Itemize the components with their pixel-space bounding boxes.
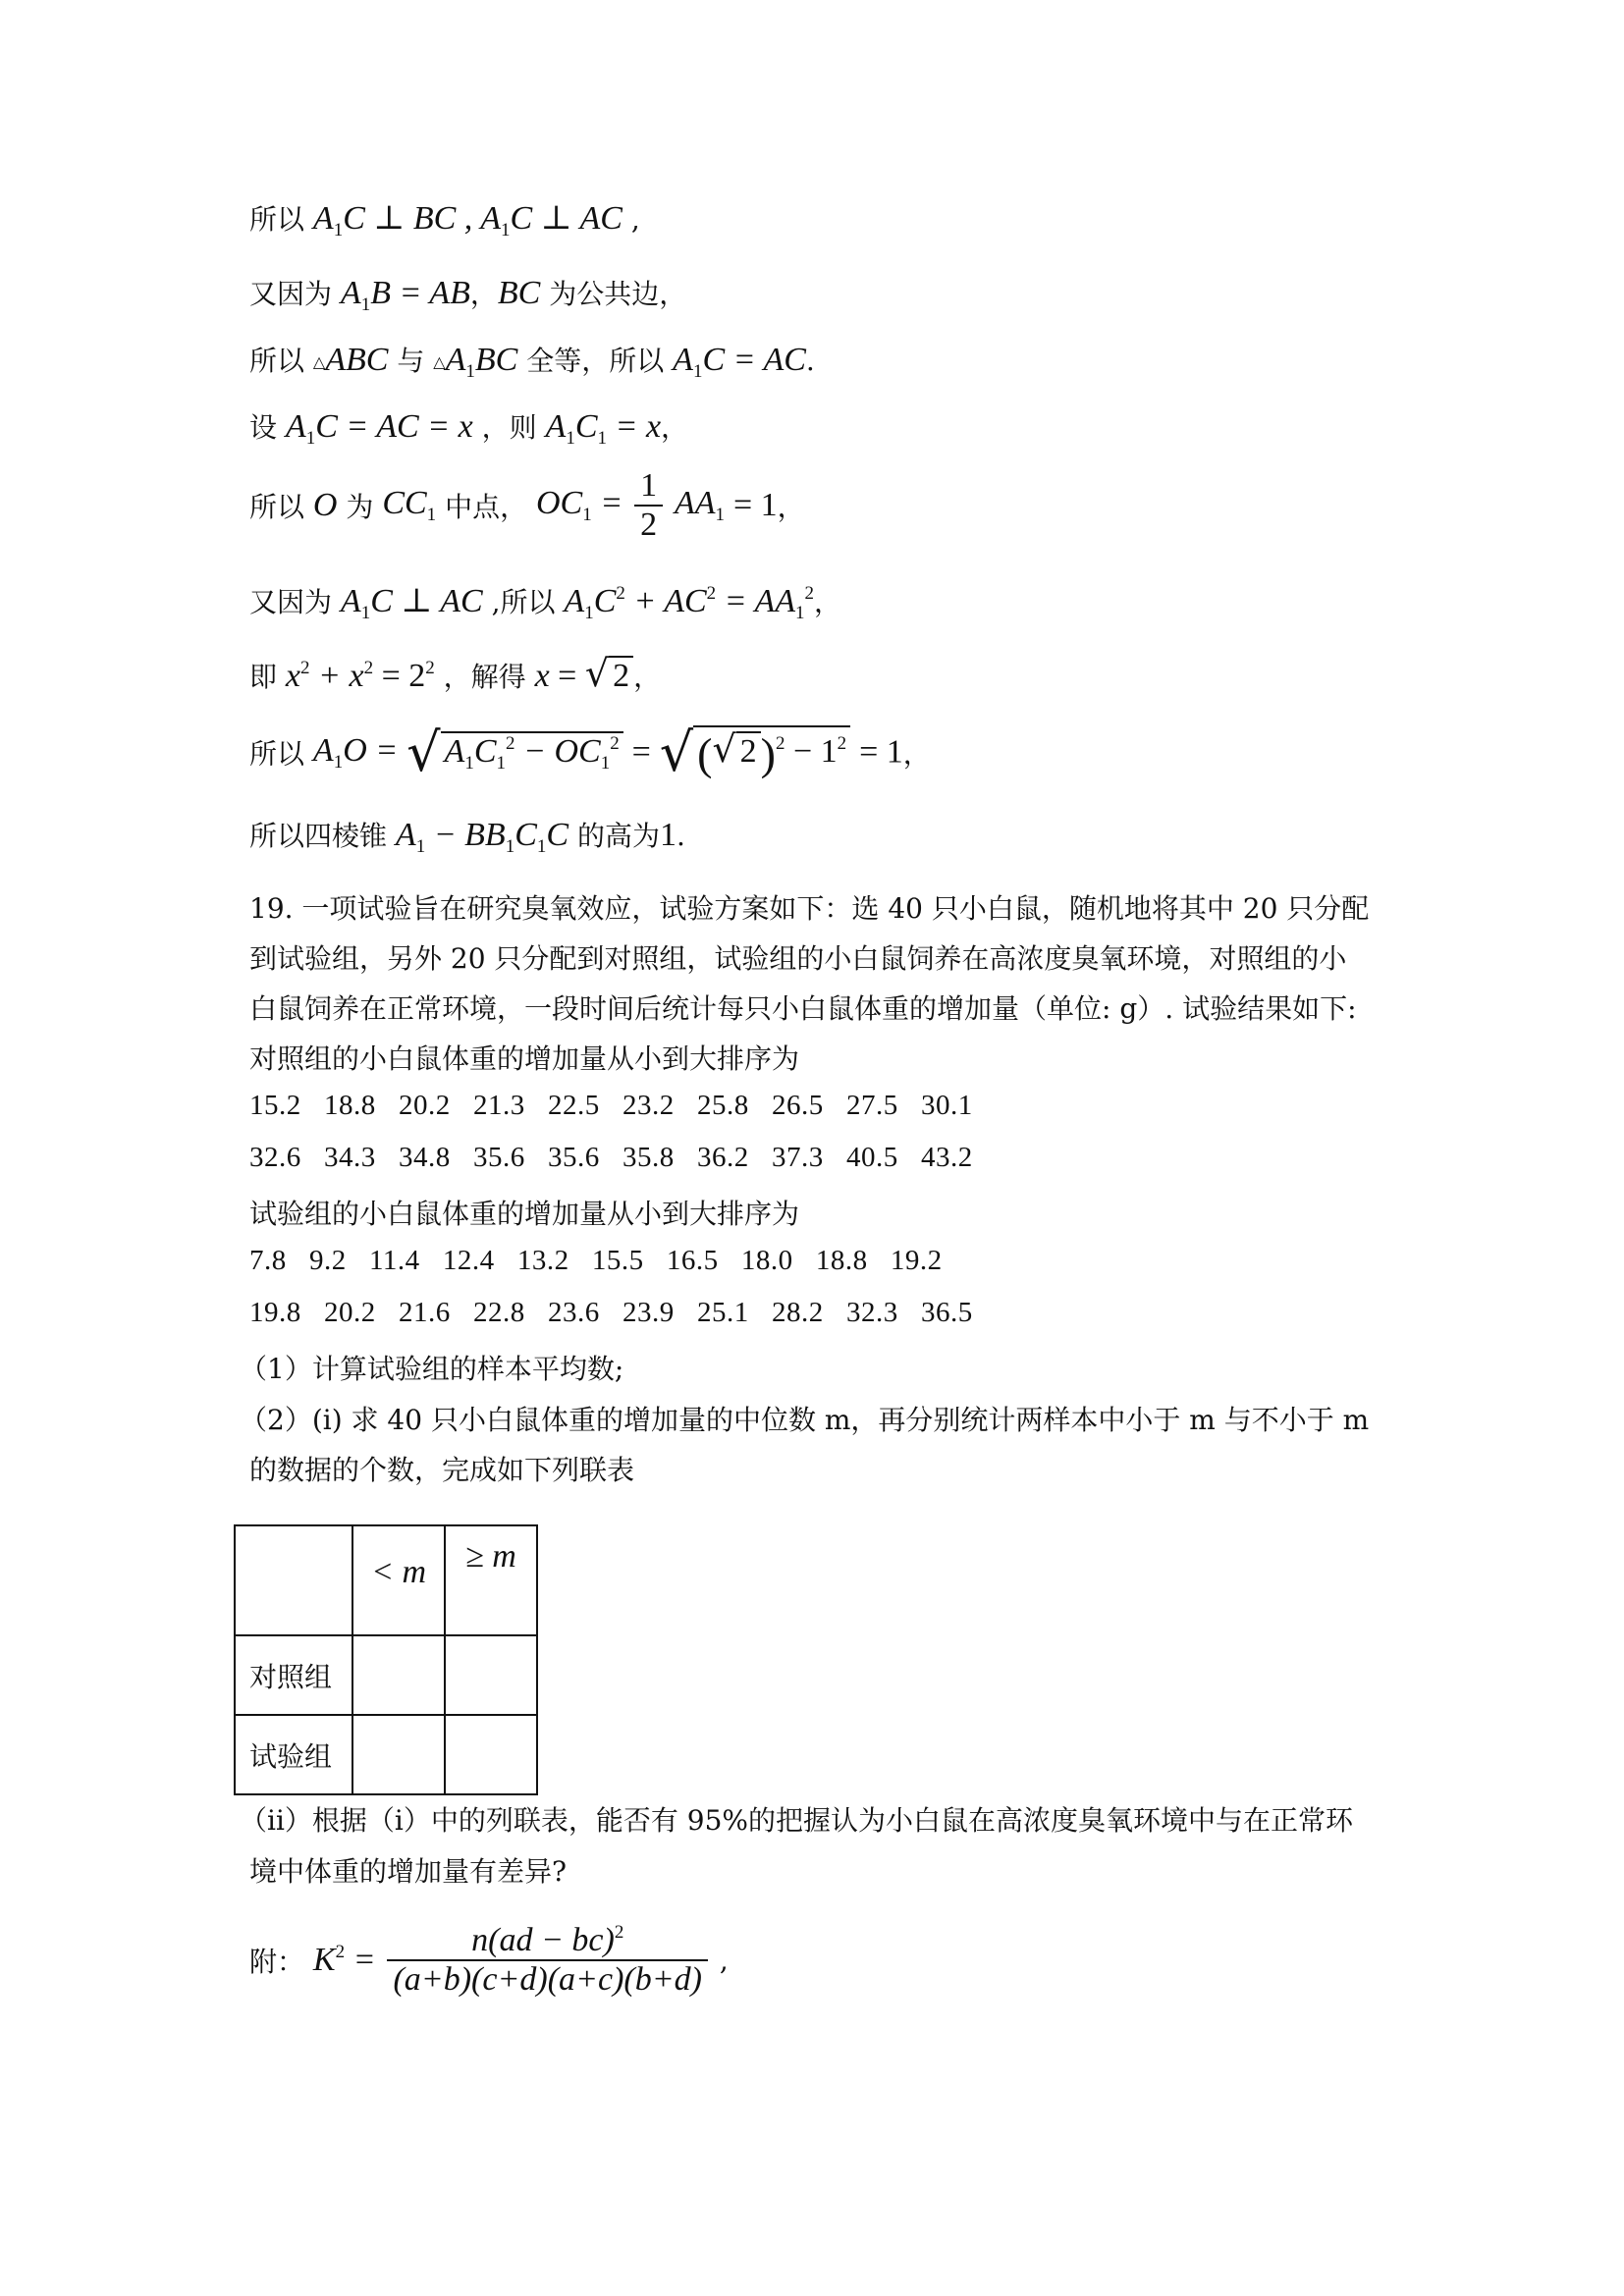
text: 所以四棱锥 (249, 820, 388, 852)
text: 的高为 (576, 820, 660, 852)
text: ,所以 (491, 586, 556, 618)
text: 为公共边， (549, 278, 687, 310)
problem-19-line-3: 白鼠饲养在正常环境，一段时间后统计每只小白鼠体重的增加量（单位: g）. 试验结果如下: (249, 992, 1357, 1025)
proof-line-8: 所以 $A_1O$ = √ $A_1C_1^2 - OC_1^2$ = √(√ $2)^2 - 1^2 = 1$， (249, 721, 931, 783)
question-2-line-2: 的数据的个数，完成如下列联表 (249, 1454, 635, 1486)
appendix-formula: 附： $K^2$ = $\frac{n(ad - bc)^2}{(a+b)(c+d)(a+c)(b+d)}$ , (249, 1922, 729, 1998)
question-1: （1）计算试验组的样本平均数; (240, 1353, 624, 1385)
contingency-table (234, 1524, 538, 1795)
control-label: 对照组的小白鼠体重的增加量从小到大排序为 (249, 1042, 800, 1075)
table-cell-control-lt[interactable] (352, 1635, 445, 1715)
table-row-label-control: 对照组 (235, 1635, 352, 1715)
test-data-row-1: 7.8 9.2 11.4 12.4 13.2 15.5 16.5 18.0 18.8 19.2 (249, 1245, 943, 1276)
text: 为 (346, 491, 374, 523)
table-cell-control-ge[interactable] (445, 1635, 537, 1715)
proof-line-1: 所以 $A_1C$ ⊥ BC , $A_1C$ ⊥ AC , (249, 200, 640, 240)
text: 中点， (445, 491, 528, 523)
proof-line-6: 又因为 $A_1C$ ⊥ AC ,所以 $A_1C^2 + AC^2 = AA_1^2$， (249, 583, 842, 623)
text: < m (371, 1554, 426, 1590)
text: ，则 (481, 411, 537, 444)
test-data-row-2: 19.8 20.2 21.6 22.8 23.6 23.9 25.1 28.2 32.3 36.5 (249, 1297, 973, 1328)
control-data-row-1: 15.2 18.8 20.2 21.3 22.5 23.2 25.8 26.5 27.5 30.1 (249, 1090, 973, 1121)
proof-line-3: 所以 △ABC 与 $\triangle A_1BC$ 全等，所以 $A_1C$ = AC. (249, 342, 815, 382)
text: ≥ m (465, 1538, 516, 1575)
table-row-label-test: 试验组 (235, 1715, 352, 1794)
table-header-not-less-than-m (445, 1525, 537, 1635)
text: 所以 (249, 203, 305, 236)
question-2-line-1: （2）(ⅰ) 求 40 只小白鼠体重的增加量的中位数 m，再分别统计两样本中小于 m 与不小于 m (240, 1404, 1370, 1436)
control-data-row-2: 32.6 34.3 34.8 35.6 35.6 35.8 36.2 37.3 40.5 43.2 (249, 1142, 973, 1173)
text: 即 (249, 661, 278, 693)
test-label: 试验组的小白鼠体重的增加量从小到大排序为 (249, 1198, 800, 1230)
text: 所以 (249, 345, 305, 377)
table-corner-cell (235, 1525, 352, 1635)
text: 与 (397, 345, 425, 377)
proof-line-2: 又因为 $A_1B$ = AB，BC 为公共边， (249, 275, 687, 315)
text: 所以 (249, 491, 305, 523)
text: 附： (249, 1946, 305, 1978)
text: 设 (249, 411, 278, 444)
table-header-less-than-m (352, 1525, 445, 1635)
question-2ii-line-2: 境中体重的增加量有差异? (249, 1855, 568, 1888)
table-cell-test-lt[interactable] (352, 1715, 445, 1794)
proof-line-7: 即 $x^2 + x^2 = 2^2$ ，解得 x = √ 2 ， (249, 652, 662, 695)
proof-line-4: 设 $A_1C$ = AC = x ，则 $A_1C_1 = x$， (249, 408, 689, 449)
problem-19-line-2: 到试验组，另外 20 只分配到对照组，试验组的小白鼠饲养在高浓度臭氧环境，对照组的小 (249, 942, 1347, 975)
text: 全等，所以 (526, 345, 665, 377)
proof-line-9: 所以四棱锥 $A_1 - BB_1C_1C$ 的高为1. (249, 817, 685, 857)
text: 又因为 (249, 586, 333, 618)
question-2ii-line-1: （ⅱ）根据（ⅰ）中的列联表，能否有 95%的把握认为小白鼠在高浓度臭氧环境中与在正常环 (240, 1804, 1354, 1837)
table-cell-test-ge[interactable] (445, 1715, 537, 1794)
problem-19-line-1: 19. 一项试验旨在研究臭氧效应，试验方案如下：选 40 只小白鼠，随机地将其中 20 只分配 (249, 892, 1370, 925)
text: 又因为 (249, 278, 333, 310)
text: 所以 (249, 737, 305, 771)
proof-line-5: 所以 O 为 $CC_1$ 中点， $OC_1$ = $\frac{1}{2}$ $AA_1 = 1$， (249, 467, 805, 543)
text: ，解得 (443, 661, 526, 693)
